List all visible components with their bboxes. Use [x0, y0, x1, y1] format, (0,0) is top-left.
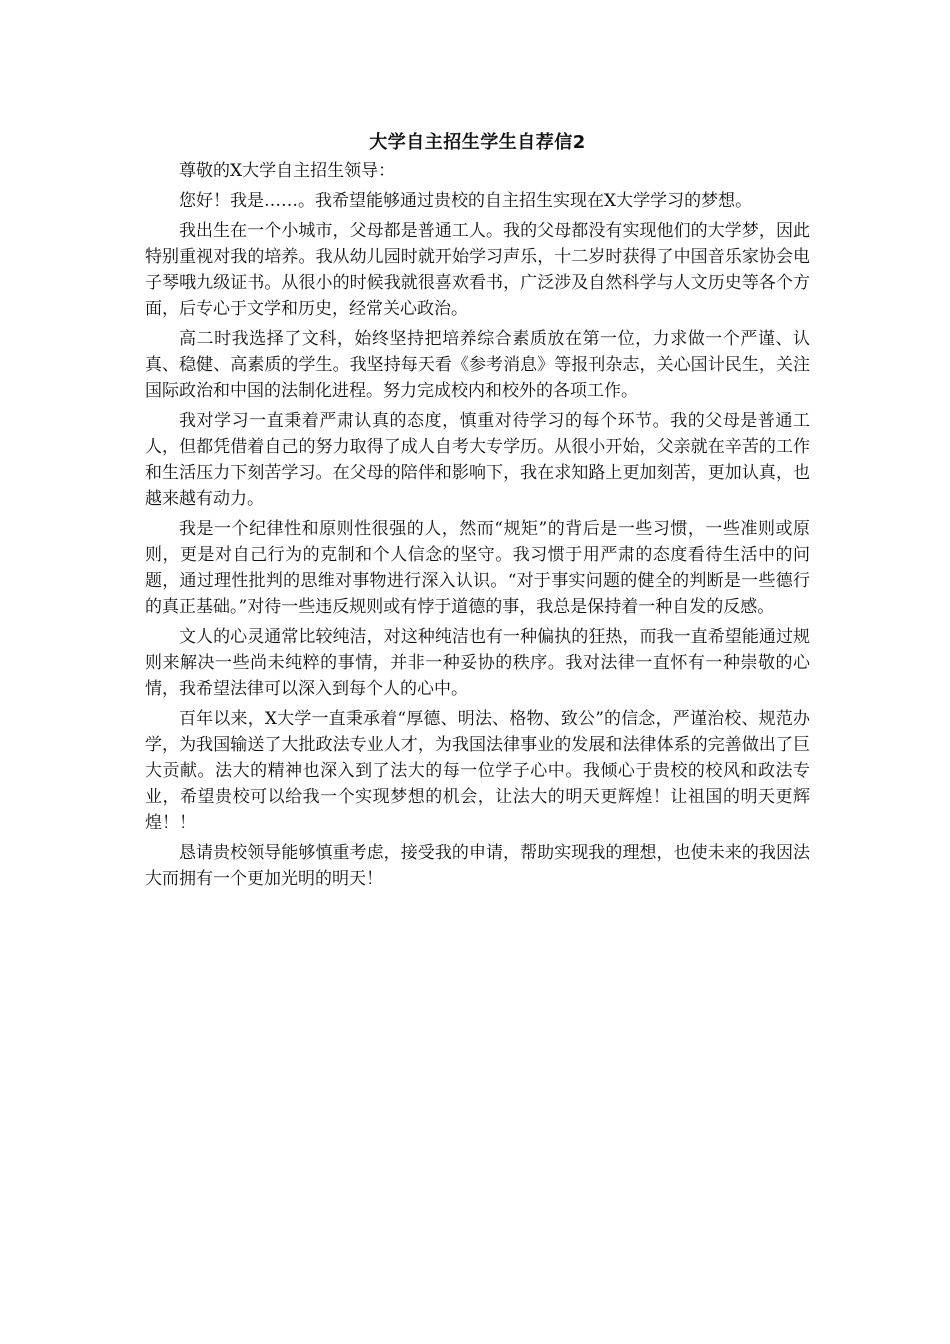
document-title: 大学自主招生学生自荐信2 — [369, 132, 586, 153]
paragraph-university-praise: 百年以来，X大学一直秉承着“厚德、明法、格物、致公”的信念，严谨治校、规范办学，为我国输送了大批政法专业人才，为我国法律事业的发展和法律体系的完善做出了巨大贡献。法大的精神也深入到了法大的每一位学子心中。我倾心于贵校的校风和政法专业，希望贵校可以给我一个实现梦想的机会，让法大的明天更辉煌！让祖国的明天更辉煌！！ — [145, 709, 810, 833]
paragraph-closing: 恳请贵校领导能够慎重考虑，接受我的申请，帮助实现我的理想，也使未来的我因法大而拥有一个更加光明的明天！ — [145, 843, 810, 889]
paragraph-law-aspiration: 文人的心灵通常比较纯洁，对这种纯洁也有一种偏执的狂热，而我一直希望能通过规则来解决一些尚未纯粹的事情，并非一种妥协的秩序。我对法律一直怀有一种崇敬的心情，我希望法律可以深入到每个人的心中。 — [145, 627, 810, 699]
document-page — [145, 128, 810, 892]
paragraph-study-attitude: 我对学习一直秉着严肃认真的态度，慎重对待学习的每个环节。我的父母是普通工人，但都凭借着自己的努力取得了成人自考大专学历。从很小开始，父亲就在辛苦的工作和生活压力下刻苦学习。在父母的陪伴和影响下，我在求知路上更加刻苦，更加认真，也越来越有动力。 — [145, 411, 810, 509]
paragraph-opening: 您好！我是……。我希望能够通过贵校的自主招生实现在X大学学习的梦想。 — [179, 191, 753, 211]
paragraph-discipline: 我是一个纪律性和原则性很强的人，然而“规矩”的背后是一些习惯，一些准则或原则，更是对自己行为的克制和个人信念的坚守。我习惯于用严肃的态度看待生活中的问题，通过理性批判的思维对事物进行深入认识。“对于事实问题的健全的判断是一些德行的真正基础。”对待一些违反规则或有悖于道德的事，我总是保持着一种自发的反感。 — [145, 519, 810, 617]
salutation: 尊敬的X大学自主招生领导： — [179, 161, 396, 181]
paragraph-background: 我出生在一个小城市，父母都是普通工人。我的父母都没有实现他们的大学梦，因此特别重视对我的培养。我从幼儿园时就开始学习声乐，十二岁时获得了中国音乐家协会电子琴哦九级证书。从很小的时候我就很喜欢看书，广泛涉及自然科学与人文历史等各个方面，后专心于文学和历史，经常关心政治。 — [145, 221, 810, 319]
paragraph-high-school: 高二时我选择了文科，始终坚持把培养综合素质放在第一位，力求做一个严谨、认真、稳健、高素质的学生。我坚持每天看《参考消息》等报刊杂志，关心国计民生，关注国际政治和中国的法制化进程。努力完成校内和校外的各项工作。 — [145, 329, 810, 401]
